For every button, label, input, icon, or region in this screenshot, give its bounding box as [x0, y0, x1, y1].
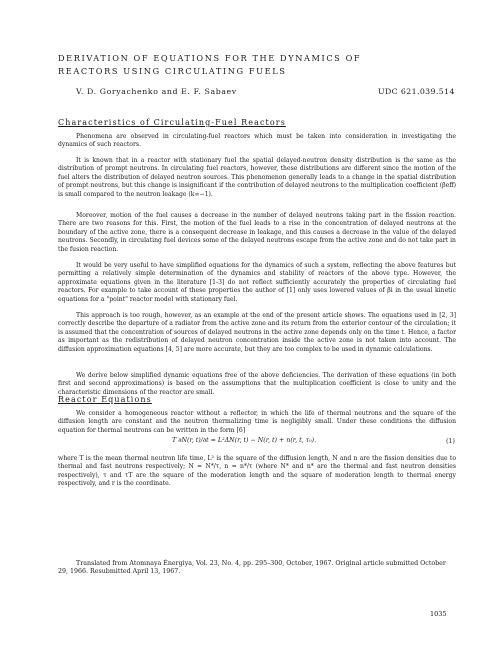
article-title — [58, 52, 361, 78]
section-heading-equations: Reactor Equations — [58, 395, 152, 404]
udc-code: UDC 621.039.514 — [378, 87, 455, 96]
title-line-2: REACTORS USING CIRCULATING FUELS — [58, 66, 287, 76]
paragraph-3: Moreover, motion of the fuel causes a decrease in the number of delayed neutrons taking part in the fission reaction. There are two reasons for this. First, the motion of the fuel leads to a rise in the concentration of delayed neutrons at the boundary of the active zone, there is a consequent decrease in leakage, and this causes a decrease in the value of the delayed neutrons. Secondly, in circulating fuel devices some of the delayed neutrons escape from the active zone and do not take part in the fusion reaction. — [58, 212, 456, 253]
section-heading-characteristics: Characteristics of Circulating-Fuel Reactors — [58, 118, 286, 127]
paragraph-4: It would be very useful to have simplified equations for the dynamics of such a system, reflecting the above features but permitting a relatively simple determination of the dynamics and stability of reactors of the above type. However, the approximate equations given in the literature [1-3] do not reflect sufficiently accurately the properties of circulating fuel reactors. For example to take account of these properties the author of [1] only uses lowered values of βi in the usual kinetic equations for a "point" reactor model with stationary fuel. — [58, 262, 456, 303]
footnote: Translated from Atomnaya Énergiya, Vol. 23, No. 4, pp. 295–300, October, 1967. Original article submitted October 29, 1966. Resubmitted April 13, 1967. — [58, 560, 446, 576]
paragraph-5: This approach is too rough, however, as an example at the end of the present article shows. The equations used in [2, 3] correctly describe the departure of a radiator from the active zone and its return from the exterior contour of the circulation; it is assumed that the concentration of sources of delayed neutrons in the active zone depends only on the time t. Hence, a factor as important as the redistribution of delayed neutron concentration inside the active zone is not taken into account. The diffusion approximation equations [4, 5] are more accurate, but they are too complex to be used in dynamic calculations. — [58, 312, 456, 353]
authors: V. D. Goryachenko and E. F. Sabaev — [76, 87, 237, 96]
paragraph-7: We consider a homogeneous reactor without a reflector, in which the life of thermal neutrons and the square of the diffusion length are constant and the neutron thermalizing time is negligibly small. Under these conditions the diffusion equation for thermal neutrons can be written in the form [6] — [58, 410, 456, 434]
page-number: 1035 — [430, 610, 447, 618]
equation-1: T ∂N(r, t)/∂t = L²ΔN(r, t) − N(r, t) + n(r, t, τ₀). — [172, 437, 317, 444]
paragraph-8: where T is the mean thermal neutron life time, L² is the square of the diffusion length, N and n are the fission densities due to thermal and fast neutrons respectively; N = N*/τ, n = n*/τ (where N* and n* are the thermal and fast neutron densities respectively), τ and τT are the square of the moderation length and the square of moderation length to thermal energy respectively, and r is the coordinate. — [58, 455, 456, 488]
paragraph-1: Phenomena are observed in circulating-fuel reactors which must be taken into consideration in investigating the dynamics of such reactors. — [58, 133, 456, 149]
paragraph-6: We derive below simplified dynamic equations free of the above deficiencies. The derivation of these equations (in both first and second approximations) is based on the assumptions that the multiplication coefficient is close to unity and the characteristic dimensions of the reactor are small. — [58, 372, 456, 396]
paragraph-2: It is known that in a reactor with stationary fuel the spatial delayed-neutron density distribution is the same as the distribution of prompt neutrons. In circulating fuel reactors, however, these distributions are different since the motion of the fuel alters the distribution of delayed neutron sources. This phenomenon generally leads to a change in the spatial distribution of prompt neutrons, but this change is insignificant if the contribution of delayed neutrons to the multiplication coefficient (βeff) is small compared to the neutron leakage (k∞−1). — [58, 157, 456, 198]
equation-number: (1) — [446, 438, 455, 445]
title-line-1: DERIVATION OF EQUATIONS FOR THE DYNAMICS OF — [58, 53, 362, 63]
